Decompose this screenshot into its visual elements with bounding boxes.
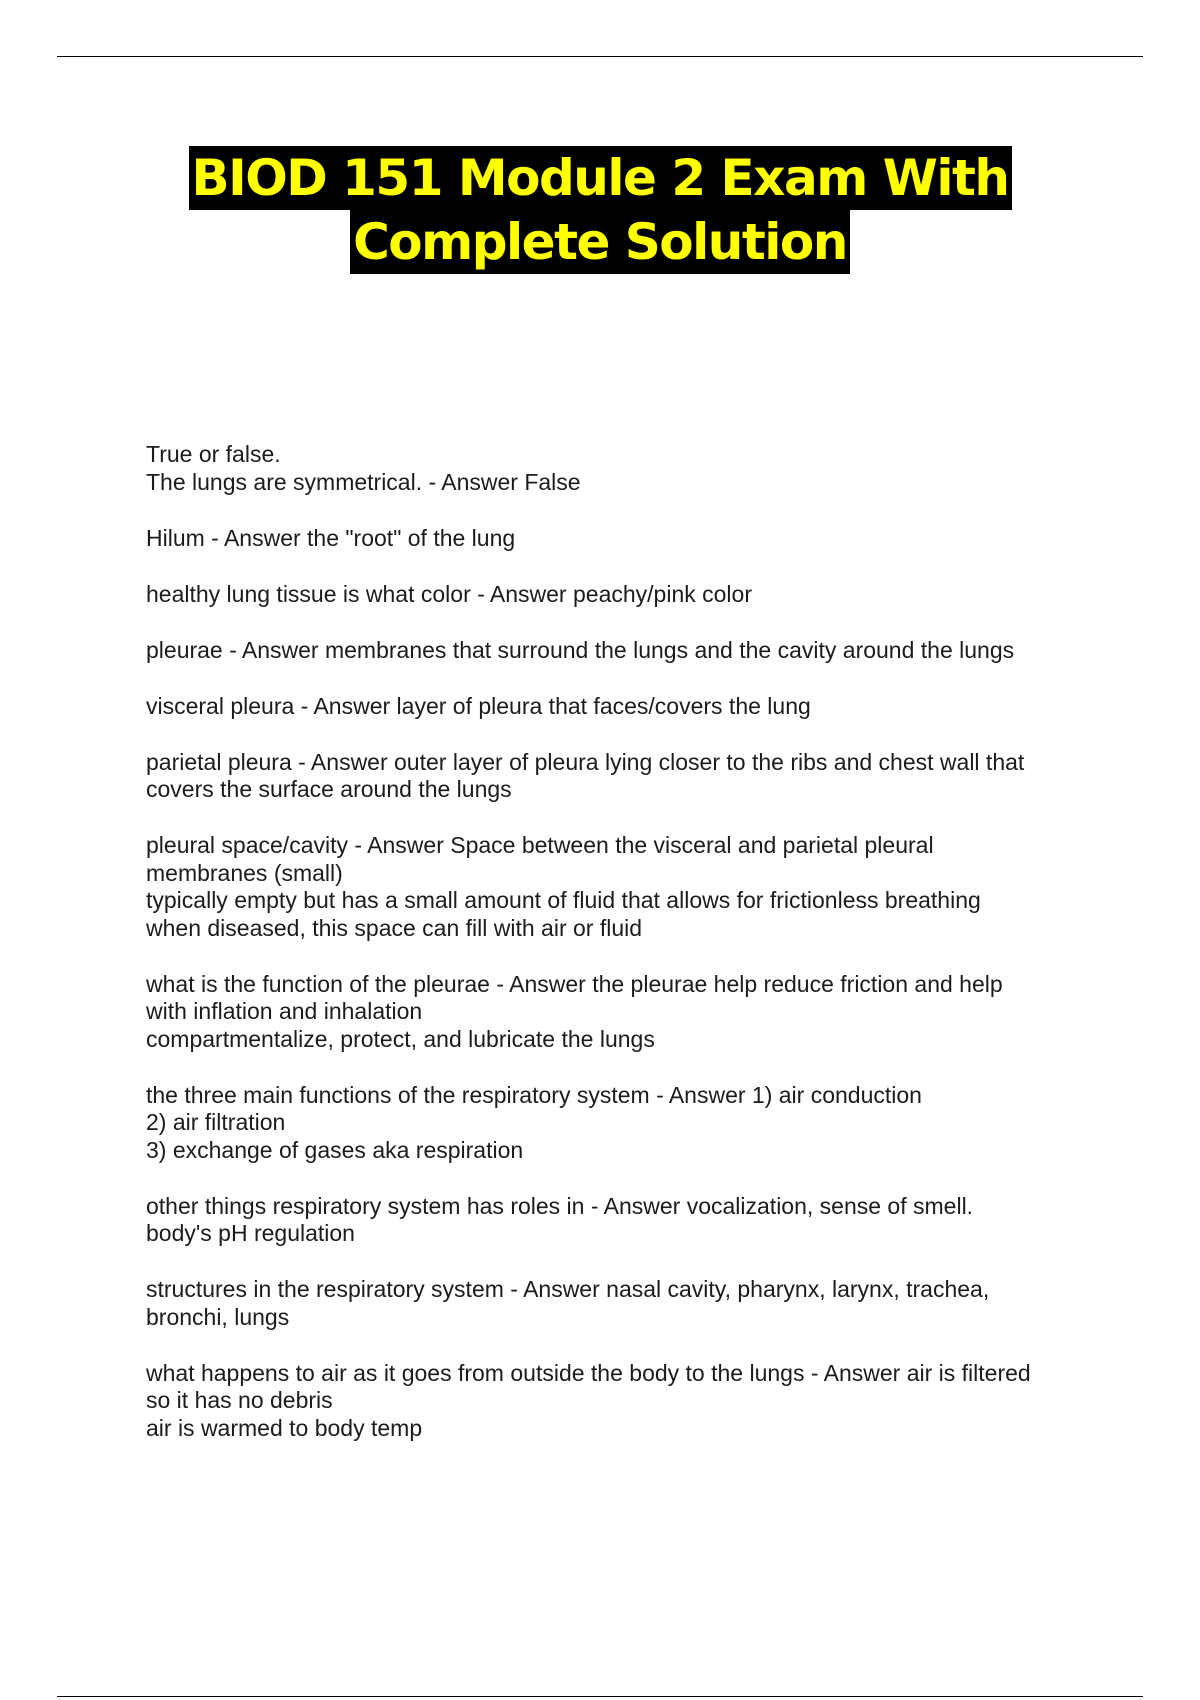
title-line-2: Complete Solution — [350, 210, 850, 274]
document-title — [0, 146, 1200, 274]
qa-line: what happens to air as it goes from outside the body to the lungs - Answer air is filtered — [146, 1359, 1031, 1386]
qa-line: air is warmed to body temp — [146, 1414, 423, 1441]
qa-line: the three main functions of the respiratory system - Answer 1) air conduction — [146, 1081, 922, 1108]
qa-line: typically empty but has a small amount of fluid that allows for frictionless breathing — [146, 887, 981, 913]
qa-line: with inflation and inhalation — [146, 998, 423, 1024]
bottom-rule — [57, 1696, 1143, 1697]
qa-line: visceral pleura - Answer layer of pleura that faces/covers the lung — [146, 692, 811, 719]
qa-line: bronchi, lungs — [146, 1303, 290, 1330]
qa-line: structures in the respiratory system - Answer nasal cavity, pharynx, larynx, trachea, — [146, 1276, 990, 1302]
qa-item — [146, 832, 1096, 942]
qa-line: so it has no debris — [146, 1387, 333, 1413]
qa-line: membranes (small) — [146, 859, 343, 886]
qa-line: 3) exchange of gases aka respiration — [146, 1136, 524, 1163]
qa-line: compartmentalize, protect, and lubricate the lungs — [146, 1025, 655, 1052]
qa-line: pleurae - Answer membranes that surround the lungs and the cavity around the lungs — [146, 636, 1015, 663]
qa-item — [146, 1360, 1096, 1443]
qa-item — [146, 637, 1096, 665]
qa-line: other things respiratory system has roles in - Answer vocalization, sense of smell. — [146, 1192, 974, 1219]
qa-line: when diseased, this space can fill with air or fluid — [146, 914, 643, 941]
qa-line: what is the function of the pleurae - Answer the pleurae help reduce friction and help — [146, 970, 1003, 997]
top-rule — [57, 56, 1143, 57]
qa-item — [146, 1082, 1096, 1165]
qa-item — [146, 693, 1096, 721]
qa-line: Hilum - Answer the "root" of the lung — [146, 524, 516, 551]
qa-line: pleural space/cavity - Answer Space between the visceral and parietal pleural — [146, 832, 934, 858]
qa-line: covers the surface around the lungs — [146, 776, 512, 802]
qa-line: body's pH regulation — [146, 1220, 355, 1246]
qa-item — [146, 971, 1096, 1054]
qa-item — [146, 1276, 1096, 1331]
qa-list — [146, 441, 1096, 1471]
qa-line: True or false. — [146, 441, 281, 467]
qa-item — [146, 441, 1096, 496]
qa-line: The lungs are symmetrical. - Answer False — [146, 468, 581, 495]
title-line-1: BIOD 151 Module 2 Exam With — [189, 146, 1012, 210]
qa-line: parietal pleura - Answer outer layer of pleura lying closer to the ribs and chest wall that — [146, 748, 1025, 775]
qa-item — [146, 581, 1096, 609]
qa-item — [146, 749, 1096, 804]
qa-item — [146, 1193, 1096, 1248]
qa-line: 2) air filtration — [146, 1109, 286, 1135]
qa-line: healthy lung tissue is what color - Answer peachy/pink color — [146, 580, 752, 607]
qa-item — [146, 525, 1096, 553]
